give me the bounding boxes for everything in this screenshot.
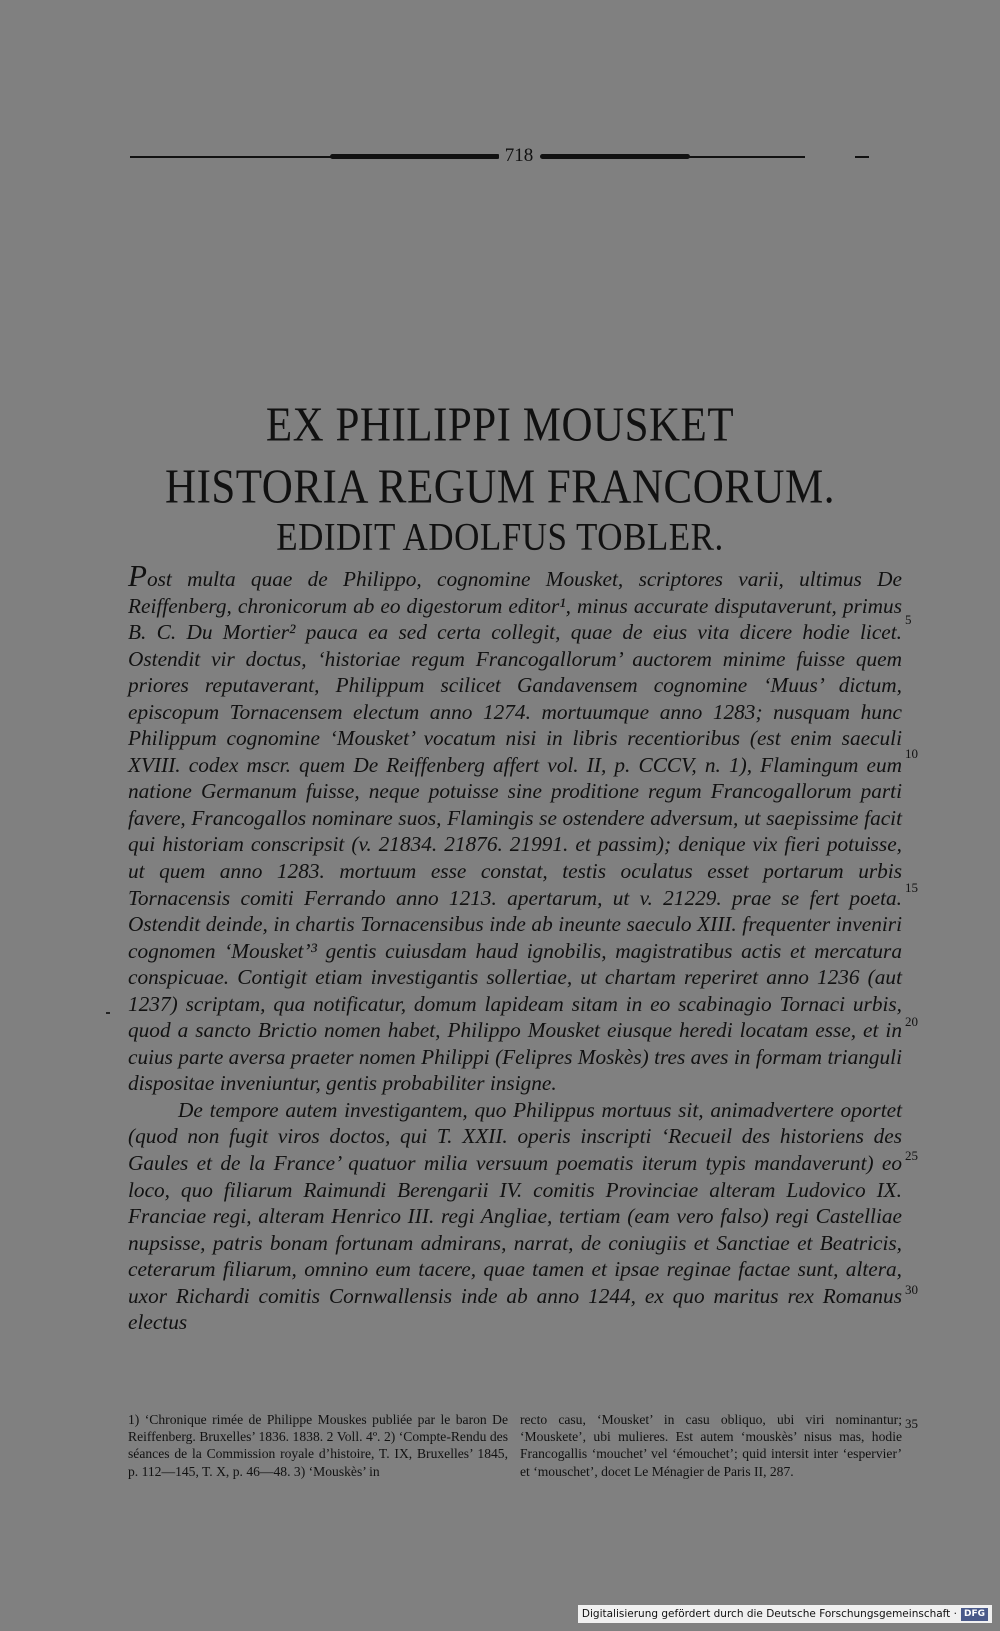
footnote-column-right: recto casu, ‘Mousket’ in casu obliquo, ubi viri nominantur; ‘Mouskete’, ubi mulieres. Est autem ‘mouskès’ nisus mas, hodie Francogallis ‘mouchet’ vel ‘émouchet’; quid intersit inter ‘espervier’ et ‘mouschet’, docet Le Ménagier de Paris II, 287. bbox=[520, 1412, 902, 1479]
header-rule-left-thin bbox=[130, 156, 340, 158]
paragraph-1-text: ost multa quae de Philippo, cognomine Mousket, scriptores varii, ultimus De Reiffenberg, chronicorum ab eo digestorum editor¹, minus accurate disputaverunt, primus B. C. Du Mortier² pauca ea sed certa collegit, quae de eius vita dicere hodie licet. Ostendit vir doctus, ‘historiae regum Francogallorum’ auctorem minime fuisse quem priores reputaverant, Philippum scilicet Gandavensem cognomine ‘Muus’ dictum, episcopum Tornacensem electum anno 1274. mortuumque anno 1283; nusquam hunc Philippum cognomine ‘Mousket’ vocatum nisi in libris recentioribus (est enim saeculi XVIII. codex mscr. quem De Reiffenberg affert vol. II, p. CCCV, n. 1), Flamingum eum natione Germanum fuisse, neque potuisse sine proditione regum Francogallorum parti favere, Francogallos nominare suos, Flamingis se ostendere adversum, ut saepissime facit qui historiam conscripsit (v. 21834. 21876. 21991. et passim); denique vix fieri potuisse, ut quem anno 1283. mortuum esse constat, testis oculatus esset portarum urbis Tornacensis comiti Ferrando anno 1213. apertarum, ut v. 21229. prae se fert poeta. Ostendit deinde, in chartis Tornacensibus inde ab ineunte saeculo XIII. frequenter inveniri cognomen ‘Mousket’³ gentis cuiusdam haud ignobilis, magistratibus actis et mercatura conspicuae. Contigit etiam investigantis sollertiae, ut chartam reperiret anno 1236 (aut 1237) scriptam, qua notificatur, domum lapideam sitam in eo scabinagio Tornaci urbis, quod a sancto Brictio nomen habet, Philippo Mousket eiusque heredi locatam esse, et in cuius parte aversa praeter nomen Philippi (Felipres Moskès) tres aves in formam trianguli dispositae inveniuntur, gentis probabiliter insigne. bbox=[128, 567, 902, 1096]
line-number: 25 bbox=[905, 1148, 918, 1163]
main-text bbox=[128, 558, 902, 1336]
footnote-column-left: 1) ‘Chronique rimée de Philippe Mouskes publiée par le baron De Reiffenberg. Bruxelles’ 1836. 1838. 2 Voll. 4º. 2) ‘Compte-Rendu des séances de la Commission royale d’histoire, T. IX, Bruxelles’ 1845, p. 112—145, T. X, p. 46—48. 3) ‘Mouskès’ in bbox=[128, 1412, 508, 1479]
line-number: 10 bbox=[905, 746, 918, 761]
paragraph-1 bbox=[128, 558, 902, 1097]
drop-cap: P bbox=[128, 558, 147, 593]
page-number: 718 bbox=[499, 145, 539, 167]
digitization-banner bbox=[578, 1605, 992, 1623]
scan-speck bbox=[106, 1012, 110, 1014]
header-rule-right-dash bbox=[855, 156, 869, 158]
header-rule-right-thin bbox=[685, 156, 805, 158]
header-rule-left-thick bbox=[330, 154, 500, 159]
line-number: 20 bbox=[905, 1014, 918, 1029]
dfg-logo-icon: DFG bbox=[961, 1608, 988, 1621]
header-rule-right-thick bbox=[540, 154, 690, 159]
title-line-3: EDIDIT ADOLFUS TOBLER. bbox=[276, 515, 724, 559]
line-number: 15 bbox=[905, 880, 918, 895]
banner-text: Digitalisierung gefördert durch die Deutsche Forschungsgemeinschaft · bbox=[581, 1608, 957, 1620]
line-number: 35 bbox=[905, 1416, 918, 1431]
title-line-1: EX PHILIPPI MOUSKET bbox=[265, 399, 735, 452]
paragraph-2: De tempore autem investigantem, quo Philippus mortuus sit, animadvertere oportet (quod non fugit viros doctos, qui T. XXII. operis inscripti ‘Recueil des historiens des Gaules et de la France’ quatuor milia versuum poematis iterum typis mandaverunt) eo loco, quo filiarum Raimundi Berengarii IV. comitis Provinciae alteram Ludovico IX. Franciae regi, alteram Henrico III. regi Angliae, tertiam (eam vero falso) regi Castelliae nupsisse, patris bonam fortunam admirans, narrat, de coniugiis et Sanctiae et Beatricis, ceterarum filiarum, omnino eum tacere, quae tamen et ipsae reginae factae sunt, altera, uxor Richardi comitis Cornwallensis inde ab anno 1244, ex quo maritus rex Romanus electus bbox=[128, 1097, 902, 1335]
line-number: 5 bbox=[905, 612, 912, 627]
title-line-2: HISTORIA REGUM FRANCORUM. bbox=[165, 461, 835, 514]
page-header bbox=[130, 145, 900, 169]
line-number: 30 bbox=[905, 1282, 918, 1297]
